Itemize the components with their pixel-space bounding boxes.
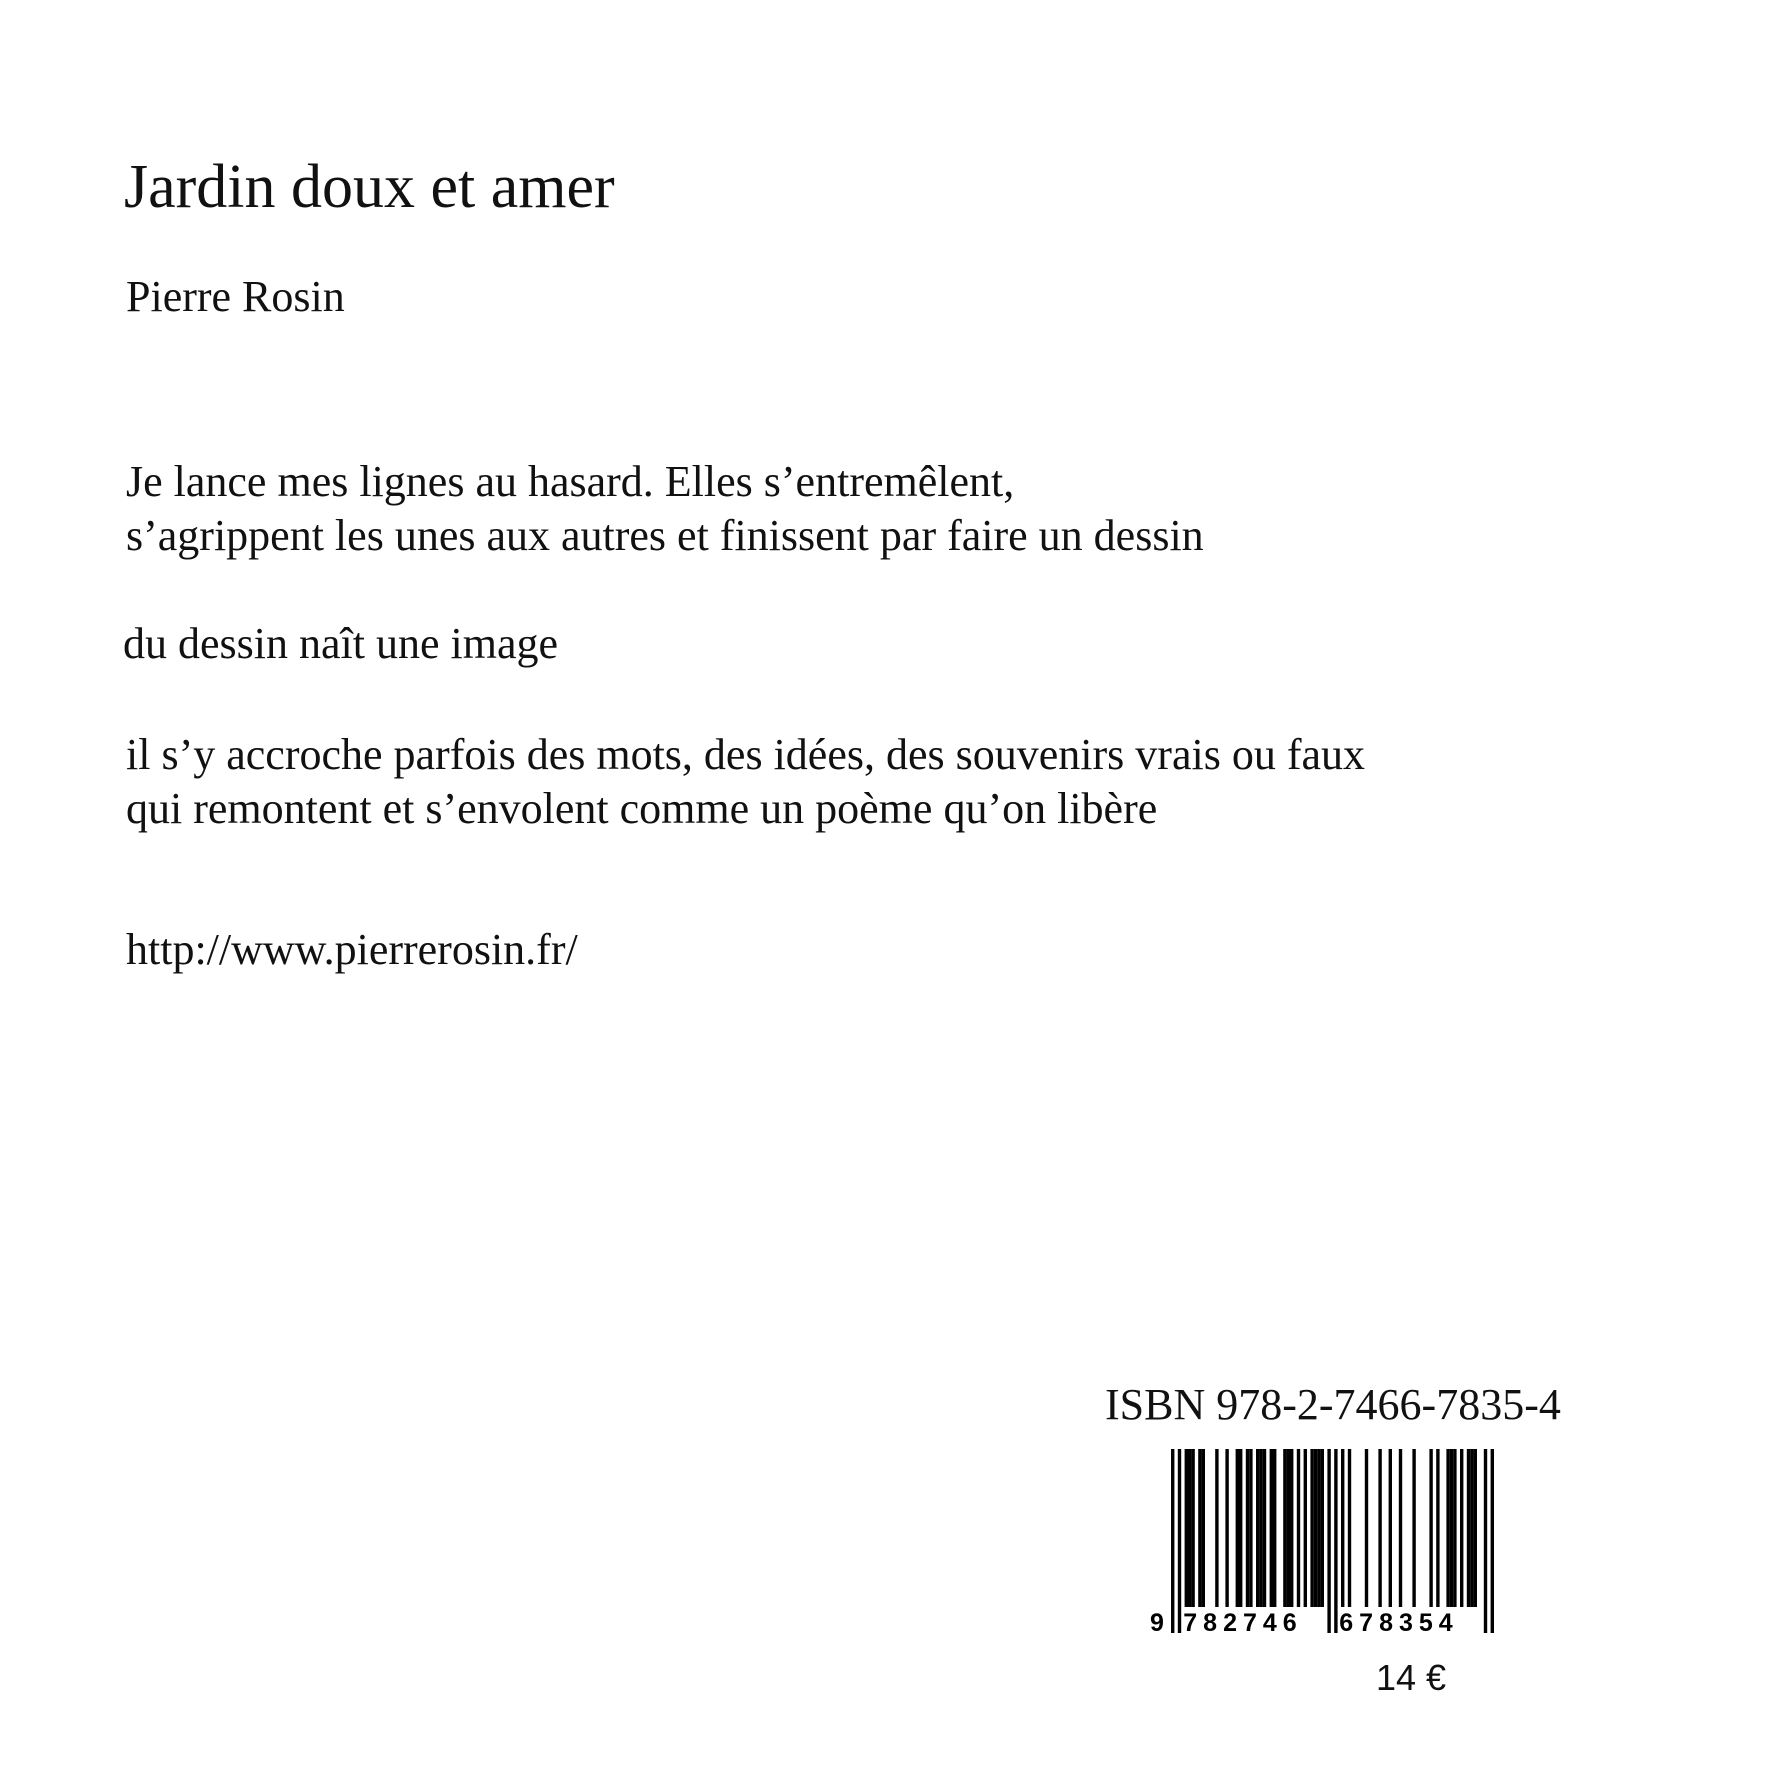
barcode-bar: [1283, 1449, 1286, 1607]
barcode-bar: [1453, 1449, 1456, 1607]
blurb-line: il s’y accroche parfois des mots, des idées, des souvenirs vrais ou faux: [126, 730, 1366, 779]
barcode-bar: [1236, 1449, 1239, 1607]
blurb-line: Je lance mes lignes au hasard. Elles s’entremêlent,: [126, 457, 1015, 506]
barcode-bar: [1259, 1449, 1262, 1607]
barcode-bar: [1310, 1449, 1313, 1607]
isbn-barcode: [1145, 1449, 1501, 1639]
barcode-bar: [1334, 1449, 1337, 1633]
barcode-bar: [1270, 1449, 1273, 1607]
barcode-bar: [1365, 1449, 1368, 1607]
barcode-bar: [1239, 1449, 1242, 1607]
barcode-bar: [1246, 1449, 1249, 1607]
barcode-bar: [1436, 1449, 1439, 1607]
barcode-bar: [1327, 1449, 1330, 1633]
barcode-digits-right: 678354: [1339, 1609, 1459, 1637]
barcode-bar: [1317, 1449, 1320, 1607]
blurb-paragraph-3: [126, 728, 1365, 836]
barcode-bar: [1399, 1449, 1402, 1607]
barcode-bar: [1314, 1449, 1317, 1607]
barcode-bar: [1225, 1449, 1228, 1607]
barcode-bar: [1287, 1449, 1290, 1607]
barcode-bar: [1263, 1449, 1266, 1607]
barcode-bar: [1297, 1449, 1300, 1607]
barcode-bar: [1249, 1449, 1252, 1607]
blurb-paragraph-1: [126, 455, 1204, 563]
barcode-bar: [1429, 1449, 1432, 1607]
barcode-bar: [1202, 1449, 1205, 1607]
barcode-bar: [1450, 1449, 1453, 1607]
barcode-bar: [1378, 1449, 1381, 1607]
book-title: Jardin doux et amer: [124, 153, 615, 221]
barcode-bar: [1389, 1449, 1392, 1607]
barcode-bar: [1273, 1449, 1276, 1607]
barcode-bar: [1188, 1449, 1191, 1607]
website-url: http://www.pierrerosin.fr/: [126, 925, 578, 974]
barcode-bar: [1256, 1449, 1259, 1607]
blurb-line: du dessin naît une image: [123, 619, 559, 668]
barcode-bar: [1446, 1449, 1449, 1607]
barcode-bar: [1491, 1449, 1494, 1633]
barcode-bar: [1412, 1449, 1415, 1607]
barcode-bar: [1191, 1449, 1194, 1607]
barcode-bar: [1348, 1449, 1351, 1607]
barcode-bar: [1178, 1449, 1181, 1633]
barcode-bar: [1474, 1449, 1477, 1607]
author-name: Pierre Rosin: [126, 272, 345, 321]
price-label: 14 €: [1376, 1657, 1447, 1698]
barcode-bar: [1470, 1449, 1473, 1607]
blurb-line: s’agrippent les unes aux autres et finissent par faire un dessin: [126, 511, 1204, 560]
barcode-digit-first: 9: [1150, 1609, 1164, 1637]
barcode-bar: [1467, 1449, 1470, 1607]
barcode-bar: [1198, 1449, 1201, 1607]
barcode-digits-left: 782746: [1183, 1609, 1303, 1637]
barcode-bar: [1321, 1449, 1324, 1607]
barcode-bar: [1304, 1449, 1307, 1607]
barcode-bar: [1185, 1449, 1188, 1607]
barcode-bar: [1484, 1449, 1487, 1633]
barcode-bar: [1290, 1449, 1293, 1607]
isbn-label: ISBN 978-2-7466-7835-4: [1105, 1380, 1561, 1429]
barcode-bar: [1215, 1449, 1218, 1607]
barcode-bar: [1341, 1449, 1344, 1607]
barcode-bar: [1460, 1449, 1463, 1607]
blurb-paragraph-2: [123, 617, 558, 671]
blurb-line: qui remontent et s’envolent comme un poème qu’on libère: [126, 784, 1158, 833]
barcode-bar: [1171, 1449, 1174, 1633]
